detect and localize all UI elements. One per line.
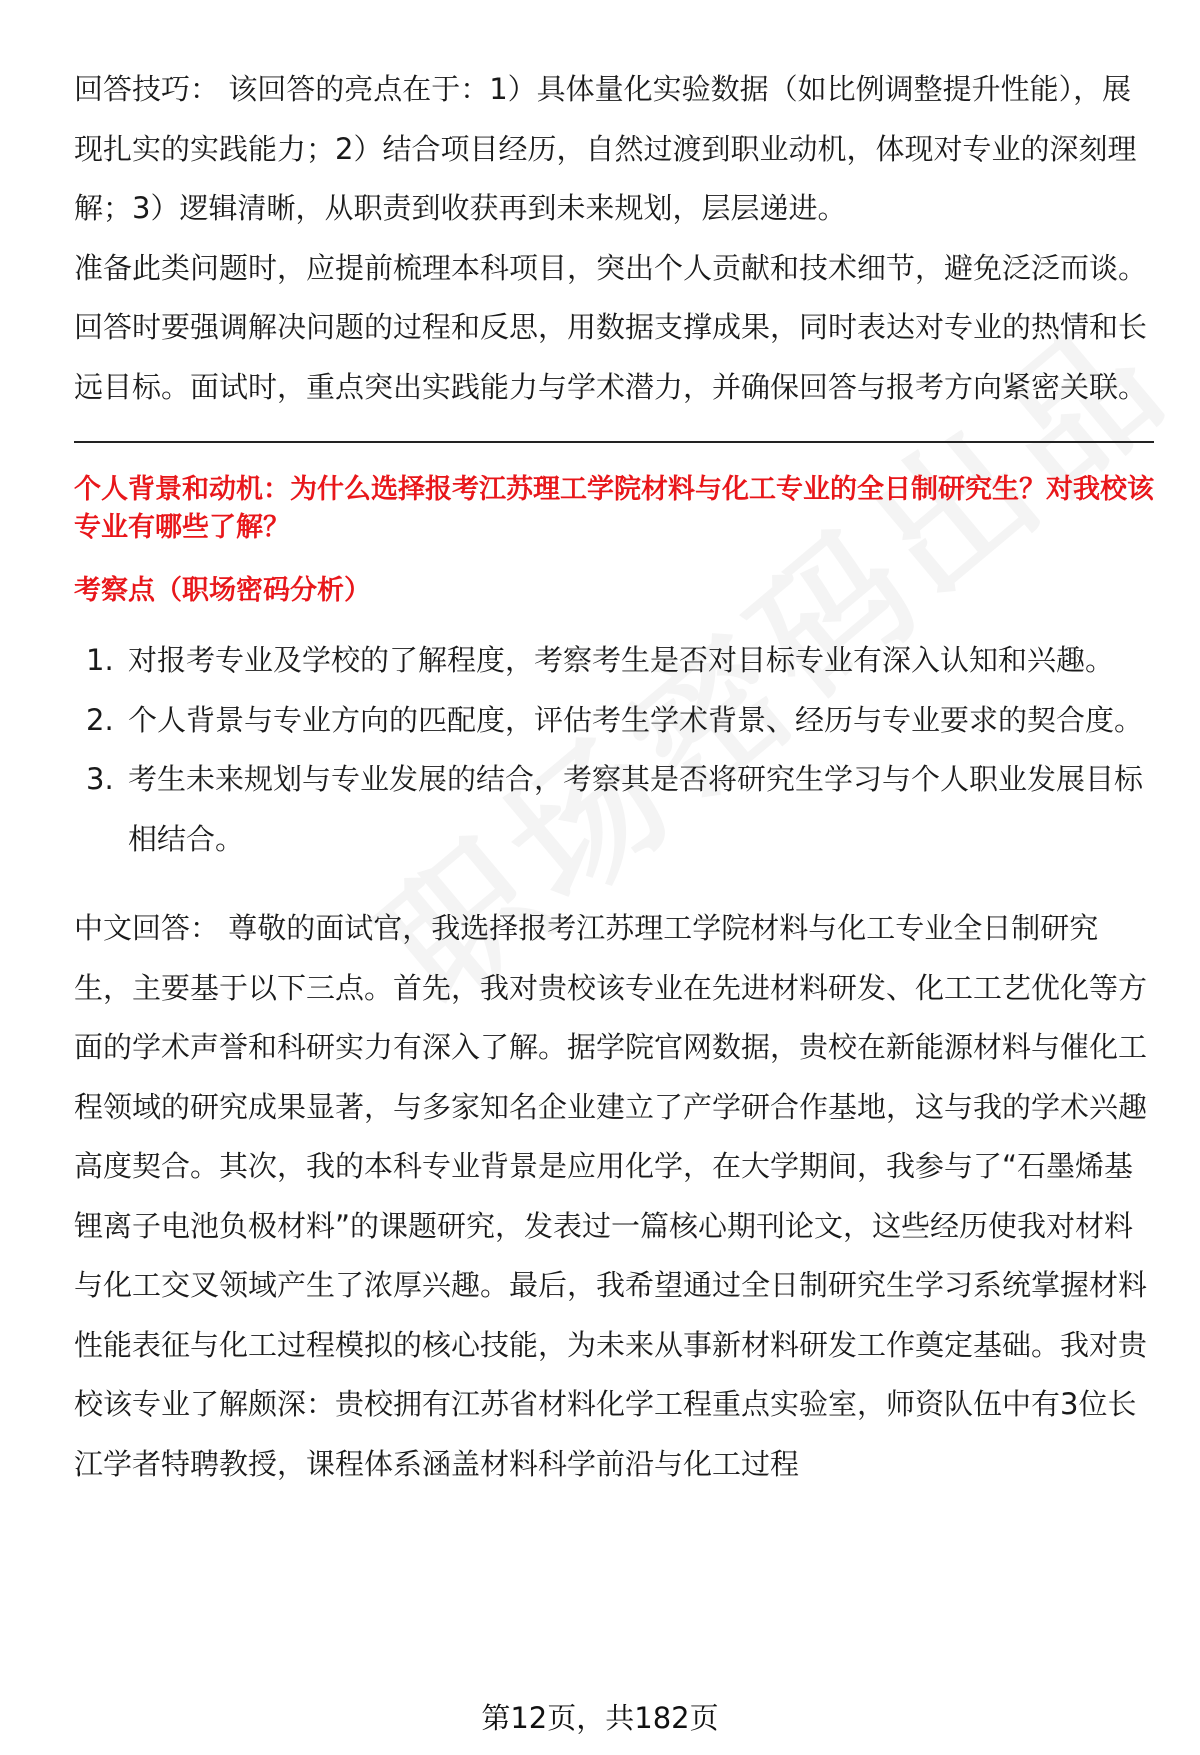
tips-paragraph bbox=[74, 60, 1154, 239]
list-item: 3. 考生未来规划与专业发展的结合，考察其是否将研究生学习与个人职业发展目标相结合。 bbox=[86, 762, 1144, 856]
list-item: 1. 对报考专业及学校的了解程度，考察考生是否对目标专业有深入认知和兴趣。 bbox=[86, 643, 1115, 677]
tips-label: 回答技巧： bbox=[74, 72, 220, 106]
tips-text: 该回答的亮点在于：1）具体量化实验数据（如比例调整提升性能），展现扎实的实践能力；2）结合项目经历，自然过渡到职业动机，体现对专业的深刻理解；3）逻辑清晰，从职责到收获再到未来规划，层层递进。 bbox=[74, 72, 1137, 225]
list-item: 2. 个人背景与专业方向的匹配度，评估考生学术背景、经历与专业要求的契合度。 bbox=[86, 702, 1144, 737]
answer-text: 尊敬的面试官，我选择报考江苏理工学院材料与化工专业全日制研究生，主要基于以下三点。首先，我对贵校该专业在先进材料研发、化工工艺优化等方面的学术声誉和科研实力有深入了解。据学院官网数据，贵校在新能源材料与催化工程领域的研究成果显著，与多家知名企业建立了产学研合作基地，这与我的学术兴趣高度契合。其次，我的本科专业背景是应用化学，在大学期间，我参与了“石墨烯基锂离子电池负极材料”的课题研究，发表过一篇核心期刊论文，这些经历使我对材料与化工交叉领域产生了浓厚兴趣。最后，我希望通过全日制研究生学习系统掌握材料性能表征与化工过程模拟的核心技能，为未来从事新材料研发工作奠定基础。我对贵校该专业了解颇深：贵校拥有江苏省材料化学工程重点实验室，师资队伍中有3位长江学者特聘教授，课程体系涵盖材料科学前沿与化工过程 bbox=[74, 911, 1148, 1481]
answer-paragraph bbox=[74, 899, 1154, 1494]
answer-label: 中文回答： bbox=[74, 911, 220, 945]
section-divider bbox=[74, 441, 1154, 443]
page-content bbox=[74, 60, 1154, 1494]
question-heading: 个人背景和动机：为什么选择报考江苏理工学院材料与化工专业的全日制研究生？对我校该专业有哪些了解？ bbox=[74, 474, 1154, 543]
key-points-list bbox=[74, 631, 1154, 869]
page-number: 第12页，共182页 bbox=[481, 1701, 719, 1735]
key-points-heading: 考察点（职场密码分析） bbox=[74, 575, 371, 606]
advice-paragraph: 准备此类问题时，应提前梳理本科项目，突出个人贡献和技术细节，避免泛泛而谈。回答时要强调解决问题的过程和反思，用数据支撑成果，同时表达对专业的热情和长远目标。面试时，重点突出实践能力与学术潜力，并确保回答与报考方向紧密关联。 bbox=[74, 250, 1148, 404]
